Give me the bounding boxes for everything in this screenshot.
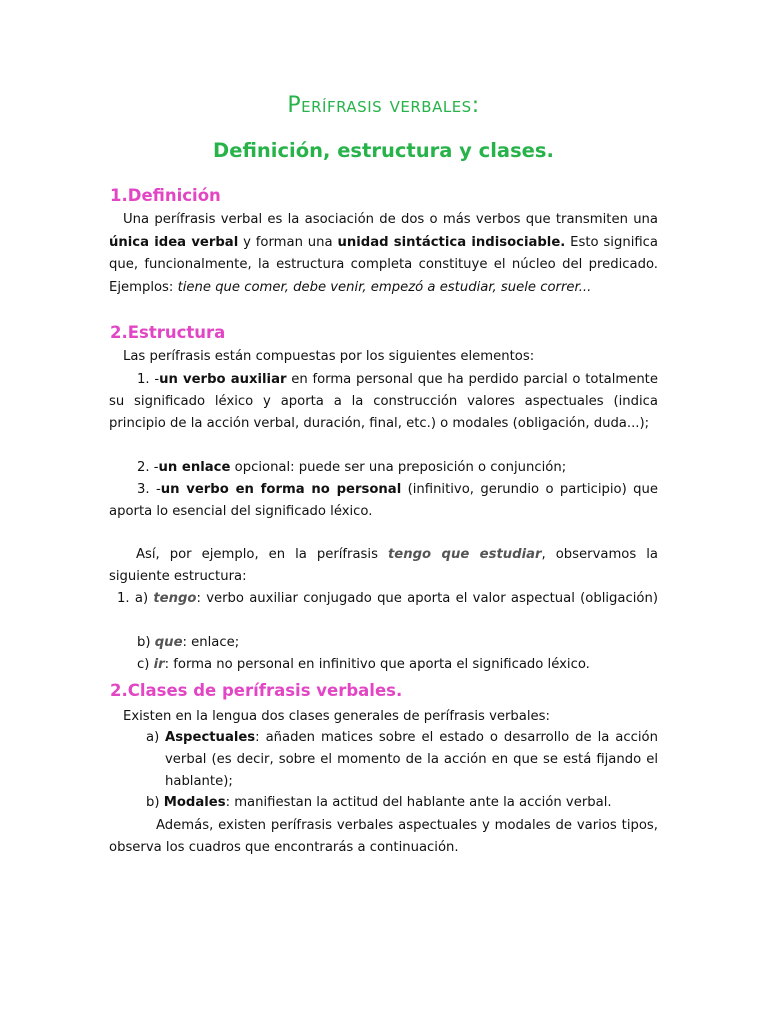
list-item-forma-no-personal: 3. -un verbo en forma no personal (infinitivo, gerundio o participio) que aporta lo esencial del significado léxico. — [109, 482, 658, 519]
list-item-modales: b) Modales: manifiestan la actitud del hablante ante la acción verbal. — [146, 795, 612, 810]
section-heading-clases: 2.Clases de perífrasis verbales. — [110, 681, 403, 700]
clases-intro: Existen en la lengua dos clases generales de perífrasis verbales: — [123, 709, 550, 724]
page-title: Perífrasis verbales: — [287, 93, 480, 118]
example-item-b: b) que: enlace; — [137, 635, 240, 650]
list-item-enlace: 2. -un enlace opcional: puede ser una preposición o conjunción; — [137, 460, 567, 475]
list-marker-a: a) — [146, 730, 160, 745]
page-subtitle: Definición, estructura y clases. — [213, 139, 554, 162]
example-item-c: c) ir: forma no personal en infinitivo que aporta el significado léxico. — [137, 657, 590, 672]
definition-paragraph: Una perífrasis verbal es la asociación de dos o más verbos que transmiten una única idea verbal y forman una unidad sintáctica indisociable. Esto significa que, funcionalmente, la estructura completa constituye el núcleo del predicado. Ejemplos: tiene que comer, debe venir, empezó a estudiar, suele correr... — [109, 212, 658, 295]
list-item-verbo-auxiliar: 1. -un verbo auxiliar en forma personal que ha perdido parcial o totalmente su significado léxico y aporta a la construcción valores aspectuales (indica principio de la acción verbal, duración, final, etc.) o modales (obligación, duda...); — [109, 372, 658, 431]
section-heading-estructura: 2.Estructura — [110, 323, 226, 342]
example-intro: Así, por ejemplo, en la perífrasis tengo que estudiar, observamos la siguiente estructura: — [109, 547, 658, 584]
estructura-intro: Las perífrasis están compuestas por los siguientes elementos: — [123, 349, 535, 364]
section-heading-definicion: 1.Definición — [110, 186, 221, 205]
example-item-a: 1. a) tengo: verbo auxiliar conjugado que aporta el valor aspectual (obligación) — [117, 591, 658, 606]
list-item-aspectuales: Aspectuales: añaden matices sobre el estado o desarrollo de la acción verbal (es decir, sobre el momento de la acción en que se está fijando el hablante); — [165, 730, 658, 789]
closing-paragraph: Además, existen perífrasis verbales aspectuales y modales de varios tipos, observa los cuadros que encontrarás a continuación. — [109, 818, 658, 855]
